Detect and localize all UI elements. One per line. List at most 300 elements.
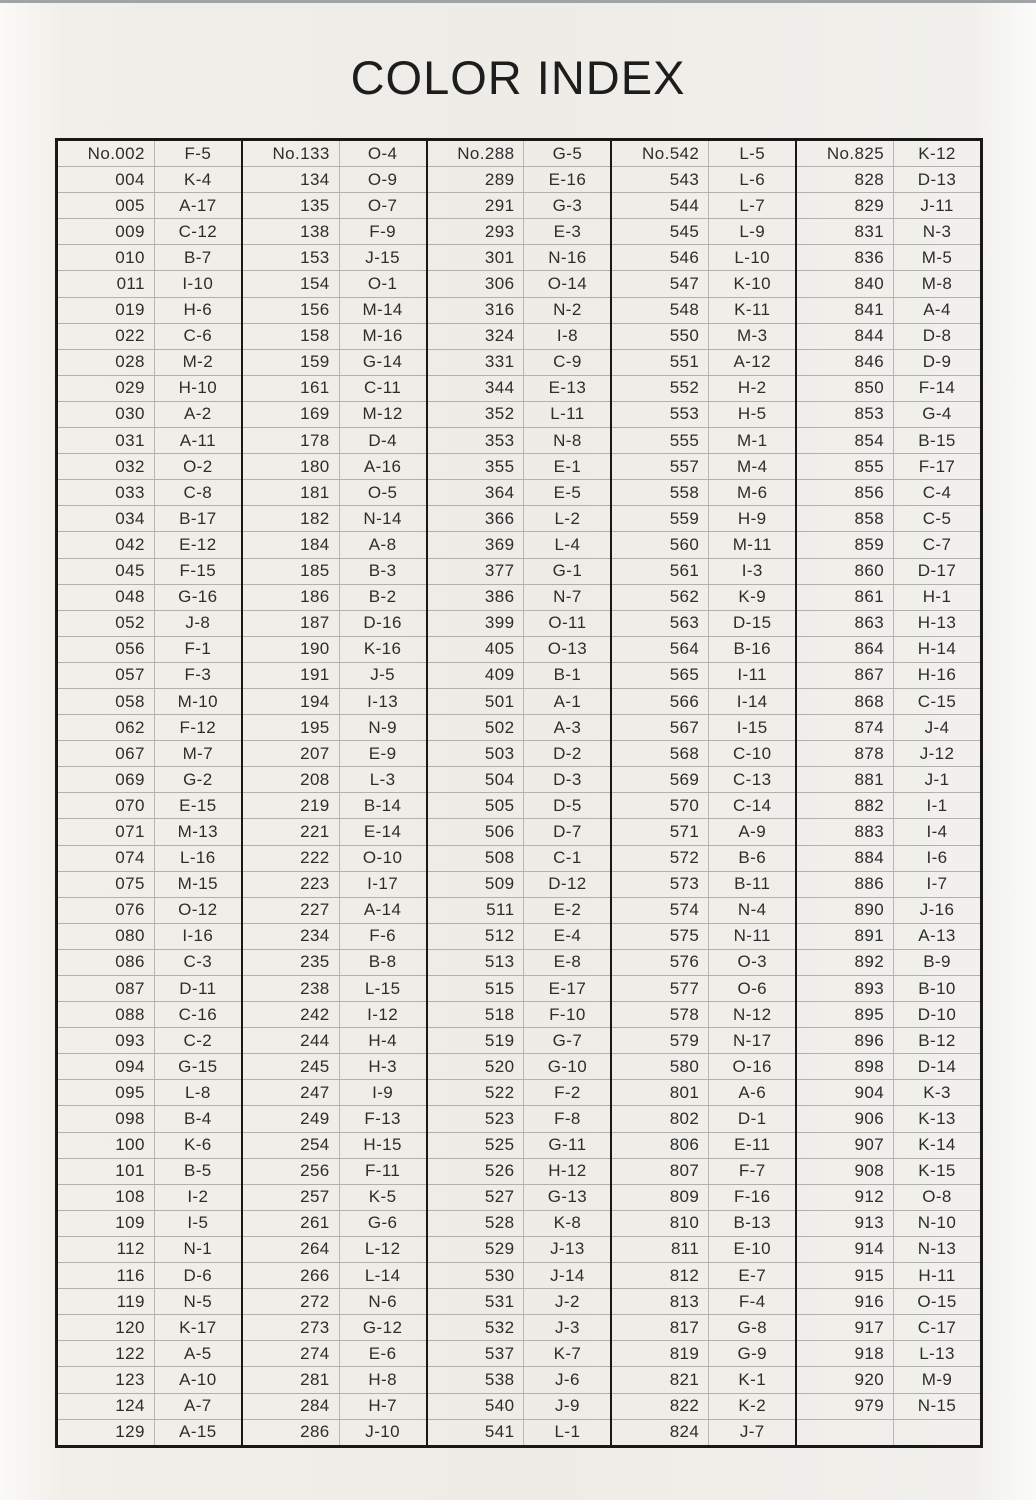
- table-row: [428, 298, 611, 324]
- color-number-cell: 042: [58, 532, 155, 557]
- color-number-cell: 532: [428, 1315, 525, 1340]
- grid-ref-cell: L-6: [739, 169, 766, 189]
- table-row: [243, 898, 426, 924]
- grid-ref-cell: I-4: [926, 821, 948, 841]
- grid-ref-cell: A-8: [368, 534, 397, 554]
- index-column-group: [797, 141, 980, 1445]
- color-number-cell: 238: [243, 976, 340, 1001]
- table-row: [428, 1420, 611, 1445]
- grid-ref-cell: N-15: [917, 1396, 957, 1416]
- grid-ref-cell: J-14: [550, 1265, 585, 1285]
- grid-ref-cell: L-15: [364, 978, 401, 998]
- table-row: [428, 1080, 611, 1106]
- grid-ref-cell: G-11: [548, 1135, 587, 1155]
- index-column-group: [612, 141, 797, 1445]
- table-row: [612, 1211, 795, 1237]
- color-number-cell: 502: [428, 715, 525, 740]
- grid-ref-cell: O-2: [183, 456, 213, 476]
- color-number-cell: 853: [797, 402, 894, 427]
- table-row: [58, 141, 241, 167]
- color-number-cell: 088: [58, 1002, 155, 1027]
- table-row: [58, 298, 241, 324]
- color-number-cell: 293: [428, 219, 525, 244]
- grid-ref-cell: O-12: [178, 900, 218, 920]
- table-row: [58, 376, 241, 402]
- grid-ref-cell: H-15: [363, 1135, 402, 1155]
- grid-ref-cell: L-3: [369, 769, 396, 789]
- table-row: [243, 428, 426, 454]
- table-row: [243, 141, 426, 167]
- color-number-cell: No.288: [428, 141, 525, 166]
- table-row: [612, 898, 795, 924]
- grid-ref-cell: N-4: [737, 900, 767, 920]
- color-number-cell: 138: [243, 219, 340, 244]
- table-row: [58, 193, 241, 219]
- color-number-cell: 057: [58, 663, 155, 688]
- grid-ref-cell: A-3: [553, 717, 582, 737]
- table-row: [428, 611, 611, 637]
- grid-ref-cell: M-16: [362, 326, 403, 346]
- grid-ref-cell: J-10: [365, 1422, 400, 1442]
- grid-ref-cell: E-2: [553, 900, 582, 920]
- color-number-cell: 552: [612, 376, 709, 401]
- table-row: [797, 1002, 980, 1028]
- table-row: [612, 271, 795, 297]
- grid-ref-cell: O-7: [367, 195, 398, 215]
- grid-ref-cell: E-11: [734, 1135, 771, 1155]
- color-number-cell: 067: [58, 741, 155, 766]
- grid-ref-cell: K-7: [553, 1343, 582, 1363]
- grid-ref-cell: F-17: [918, 456, 956, 476]
- table-row: [243, 1315, 426, 1341]
- grid-ref-cell: F-16: [733, 1187, 771, 1207]
- grid-ref-cell: N-9: [368, 717, 397, 737]
- table-row: [428, 402, 611, 428]
- grid-ref-cell: J-11: [920, 195, 954, 215]
- table-row: [243, 1133, 426, 1159]
- table-row: [58, 324, 241, 350]
- color-number-cell: 858: [797, 506, 894, 531]
- color-number-cell: 525: [428, 1133, 525, 1158]
- table-row: [243, 1028, 426, 1054]
- grid-ref-cell: G-7: [552, 1030, 583, 1050]
- color-number-cell: 892: [797, 950, 894, 975]
- color-number-cell: 898: [797, 1054, 894, 1079]
- color-number-cell: 916: [797, 1289, 894, 1314]
- table-row: [243, 846, 426, 872]
- color-number-cell: 817: [612, 1315, 709, 1340]
- grid-ref-cell: I-5: [187, 1213, 209, 1233]
- table-row: [612, 1367, 795, 1393]
- color-number-cell: 979: [797, 1394, 894, 1419]
- table-row: [243, 1185, 426, 1211]
- color-number-cell: 508: [428, 846, 525, 871]
- color-number-cell: 056: [58, 637, 155, 662]
- table-row: [428, 506, 611, 532]
- grid-ref-cell: M-14: [362, 300, 403, 320]
- grid-ref-cell: K-17: [179, 1317, 217, 1337]
- grid-ref-cell: O-15: [917, 1291, 957, 1311]
- grid-ref-cell: J-16: [919, 900, 955, 920]
- color-number-cell: 547: [612, 271, 709, 296]
- grid-ref-cell: C-2: [183, 1030, 213, 1050]
- color-number-cell: 530: [428, 1263, 525, 1288]
- table-row: [243, 1002, 426, 1028]
- table-row: [797, 454, 980, 480]
- color-number-cell: 284: [243, 1394, 340, 1419]
- color-number-cell: 878: [797, 741, 894, 766]
- grid-ref-cell: O-16: [732, 1056, 772, 1076]
- color-number-cell: 567: [612, 715, 709, 740]
- table-row: [58, 1420, 241, 1445]
- color-number-cell: 874: [797, 715, 894, 740]
- grid-ref-cell: C-11: [364, 378, 402, 398]
- grid-ref-cell: F-9: [369, 221, 396, 241]
- table-row: [428, 454, 611, 480]
- table-row: [243, 1159, 426, 1185]
- color-number-cell: 501: [428, 689, 525, 714]
- grid-ref-cell: L-11: [550, 404, 585, 424]
- color-number-cell: 221: [243, 819, 340, 844]
- color-number-cell: 560: [612, 532, 709, 557]
- grid-ref-cell: A-10: [179, 1369, 217, 1389]
- color-number-cell: 129: [58, 1420, 155, 1445]
- color-number-cell: 828: [797, 167, 894, 192]
- table-row: [243, 872, 426, 898]
- table-row: [243, 819, 426, 845]
- table-row: [243, 1237, 426, 1263]
- grid-ref-cell: L-2: [554, 508, 581, 528]
- table-row: [58, 245, 241, 271]
- color-number-cell: 907: [797, 1133, 894, 1158]
- grid-ref-cell: D-6: [183, 1265, 213, 1285]
- grid-ref-cell: A-2: [184, 404, 212, 424]
- table-row: [797, 298, 980, 324]
- grid-ref-cell: A-6: [738, 1082, 767, 1102]
- grid-ref-cell: I-3: [741, 561, 763, 581]
- color-number-cell: 030: [58, 402, 155, 427]
- color-number-cell: 529: [428, 1237, 525, 1262]
- table-row: [797, 924, 980, 950]
- color-number-cell: 522: [428, 1080, 525, 1105]
- table-row: [58, 1394, 241, 1420]
- color-number-cell: 912: [797, 1185, 894, 1210]
- table-row: [428, 193, 611, 219]
- grid-ref-cell: F-10: [549, 1004, 586, 1024]
- color-number-cell: 331: [428, 350, 525, 375]
- table-row: [243, 950, 426, 976]
- grid-ref-cell: J-7: [739, 1422, 765, 1442]
- grid-ref-cell: N-11: [733, 926, 771, 946]
- color-number-cell: 861: [797, 585, 894, 610]
- grid-ref-cell: H-7: [368, 1396, 397, 1416]
- grid-ref-cell: D-2: [553, 743, 582, 763]
- color-number-cell: 409: [428, 663, 525, 688]
- grid-ref-cell: N-7: [553, 587, 582, 607]
- table-row: [58, 428, 241, 454]
- color-number-cell: 520: [428, 1054, 525, 1079]
- grid-ref-cell: C-10: [733, 743, 772, 763]
- grid-ref-cell: L-7: [739, 195, 766, 215]
- table-row: [612, 193, 795, 219]
- table-row: [612, 428, 795, 454]
- grid-ref-cell: I-16: [182, 926, 214, 946]
- grid-ref-cell: E-9: [368, 743, 397, 763]
- table-row: [612, 767, 795, 793]
- grid-ref-cell: K-1: [738, 1369, 767, 1389]
- color-number-cell: 565: [612, 663, 709, 688]
- grid-ref-cell: C-13: [733, 769, 772, 789]
- color-number-cell: 274: [243, 1341, 340, 1366]
- color-number-cell: 822: [612, 1394, 709, 1419]
- grid-ref-cell: F-13: [364, 1109, 401, 1129]
- table-row: [428, 167, 611, 193]
- grid-ref-cell: H-2: [737, 378, 767, 398]
- color-number-cell: 528: [428, 1211, 525, 1236]
- table-row: [58, 350, 241, 376]
- grid-ref-cell: D-3: [553, 769, 582, 789]
- color-number-cell: 158: [243, 324, 340, 349]
- table-row: [428, 1028, 611, 1054]
- grid-ref-cell: E-1: [553, 456, 582, 476]
- color-number-cell: 093: [58, 1028, 155, 1053]
- color-number-cell: 860: [797, 559, 894, 584]
- grid-ref-cell: M-10: [177, 691, 218, 711]
- table-row: [58, 1341, 241, 1367]
- grid-ref-cell: G-1: [552, 561, 583, 581]
- table-row: [797, 402, 980, 428]
- table-row: [797, 1054, 980, 1080]
- grid-ref-cell: C-9: [553, 352, 582, 372]
- table-row: [428, 1054, 611, 1080]
- color-number-cell: 579: [612, 1028, 709, 1053]
- grid-ref-cell: K-15: [918, 1161, 956, 1181]
- color-number-cell: 031: [58, 428, 155, 453]
- grid-ref-cell: H-14: [917, 639, 957, 659]
- table-row: [797, 819, 980, 845]
- table-row: [428, 663, 611, 689]
- color-number-cell: 186: [243, 585, 340, 610]
- grid-ref-cell: L-4: [554, 534, 581, 554]
- color-number-cell: No.825: [797, 141, 894, 166]
- grid-ref-cell: M-7: [182, 743, 214, 763]
- table-row: [243, 741, 426, 767]
- color-number-cell: 914: [797, 1237, 894, 1262]
- grid-ref-cell: D-15: [733, 613, 772, 633]
- table-row: [428, 219, 611, 245]
- grid-ref-cell: H-12: [548, 1161, 587, 1181]
- color-number-cell: No.133: [243, 141, 340, 166]
- color-number-cell: 071: [58, 819, 155, 844]
- table-row: [428, 819, 611, 845]
- color-number-cell: 917: [797, 1315, 894, 1340]
- color-number-cell: 859: [797, 532, 894, 557]
- color-number-cell: 266: [243, 1263, 340, 1288]
- table-row: [58, 1159, 241, 1185]
- color-number-cell: 222: [243, 846, 340, 871]
- grid-ref-cell: H-8: [368, 1369, 397, 1389]
- grid-ref-cell: M-12: [362, 404, 403, 424]
- color-number-cell: 095: [58, 1080, 155, 1105]
- table-row: [428, 1185, 611, 1211]
- grid-ref-cell: E-7: [738, 1265, 767, 1285]
- color-number-cell: 207: [243, 741, 340, 766]
- table-row: [428, 1237, 611, 1263]
- color-number-cell: 369: [428, 532, 525, 557]
- table-row: [243, 271, 426, 297]
- table-row: [243, 298, 426, 324]
- table-row: [243, 480, 426, 506]
- color-number-cell: 161: [243, 376, 340, 401]
- grid-ref-cell: F-8: [554, 1109, 581, 1129]
- table-row: [797, 245, 980, 271]
- table-row: [612, 872, 795, 898]
- color-number-cell: 181: [243, 480, 340, 505]
- color-number-cell: 527: [428, 1185, 525, 1210]
- grid-ref-cell: M-4: [736, 456, 768, 476]
- grid-ref-cell: G-2: [183, 769, 213, 789]
- color-number-cell: 094: [58, 1054, 155, 1079]
- color-number-cell: 810: [612, 1211, 709, 1236]
- table-row: [428, 1211, 611, 1237]
- table-row: [428, 846, 611, 872]
- grid-ref-cell: B-17: [179, 508, 217, 528]
- table-row: [243, 1106, 426, 1132]
- color-number-cell: 890: [797, 898, 894, 923]
- table-row: [243, 689, 426, 715]
- grid-ref-cell: H-4: [368, 1030, 397, 1050]
- table-row: [428, 767, 611, 793]
- grid-ref-cell: K-4: [184, 169, 212, 189]
- color-number-cell: 244: [243, 1028, 340, 1053]
- color-number-cell: 135: [243, 193, 340, 218]
- grid-ref-cell: B-2: [368, 587, 397, 607]
- color-number-cell: 100: [58, 1133, 155, 1158]
- color-number-cell: 377: [428, 559, 525, 584]
- color-number-cell: 856: [797, 480, 894, 505]
- table-row: [797, 950, 980, 976]
- grid-ref-cell: D-12: [548, 874, 587, 894]
- table-row: [58, 532, 241, 558]
- grid-ref-cell: B-6: [738, 848, 767, 868]
- table-row: [797, 480, 980, 506]
- color-number-cell: 844: [797, 324, 894, 349]
- table-row: [612, 1394, 795, 1420]
- table-row: [58, 846, 241, 872]
- grid-ref-cell: O-1: [367, 274, 398, 294]
- color-number-cell: 119: [58, 1289, 155, 1314]
- color-number-cell: 867: [797, 663, 894, 688]
- grid-ref-cell: E-8: [553, 952, 582, 972]
- color-number-cell: 185: [243, 559, 340, 584]
- table-row: [243, 637, 426, 663]
- table-row: [612, 1054, 795, 1080]
- color-number-cell: 559: [612, 506, 709, 531]
- grid-ref-cell: N-6: [368, 1291, 397, 1311]
- color-number-cell: 219: [243, 793, 340, 818]
- grid-ref-cell: G-4: [922, 404, 952, 424]
- color-number-cell: 545: [612, 219, 709, 244]
- table-row: [612, 480, 795, 506]
- grid-ref-cell: L-13: [919, 1343, 955, 1363]
- table-row: [612, 402, 795, 428]
- table-row: [58, 454, 241, 480]
- table-row: [58, 872, 241, 898]
- color-number-cell: 577: [612, 976, 709, 1001]
- table-row: [243, 506, 426, 532]
- grid-ref-cell: E-12: [179, 534, 217, 554]
- table-row: [58, 976, 241, 1002]
- color-number-cell: 289: [428, 167, 525, 192]
- table-row: [58, 1133, 241, 1159]
- grid-ref-cell: K-5: [368, 1187, 397, 1207]
- grid-ref-cell: O-5: [367, 482, 398, 502]
- grid-ref-cell: A-17: [179, 195, 217, 215]
- grid-ref-cell: J-13: [550, 1239, 585, 1259]
- table-row: [612, 245, 795, 271]
- color-number-cell: 004: [58, 167, 155, 192]
- color-number-cell: 882: [797, 793, 894, 818]
- table-row: [58, 1315, 241, 1341]
- table-row: [612, 350, 795, 376]
- grid-ref-cell: O-11: [548, 613, 587, 633]
- color-number-cell: 005: [58, 193, 155, 218]
- grid-ref-cell: C-12: [178, 221, 218, 241]
- table-row: [797, 141, 980, 167]
- grid-ref-cell: N-3: [922, 221, 952, 241]
- grid-ref-cell: F-2: [554, 1082, 581, 1102]
- color-number-cell: 883: [797, 819, 894, 844]
- table-row: [243, 350, 426, 376]
- color-number-cell: 503: [428, 741, 525, 766]
- table-row: [428, 1315, 611, 1341]
- color-number-cell: 569: [612, 767, 709, 792]
- grid-ref-cell: I-12: [367, 1004, 399, 1024]
- grid-ref-cell: A-7: [184, 1396, 212, 1416]
- grid-ref-cell: J-8: [185, 613, 211, 633]
- color-number-cell: 235: [243, 950, 340, 975]
- color-number-cell: 840: [797, 271, 894, 296]
- grid-ref-cell: C-1: [553, 848, 582, 868]
- grid-ref-cell: E-5: [553, 482, 582, 502]
- grid-ref-cell: C-3: [183, 952, 213, 972]
- grid-ref-cell: K-11: [734, 300, 771, 320]
- grid-ref-cell: N-12: [733, 1004, 772, 1024]
- color-number-cell: 120: [58, 1315, 155, 1340]
- table-row: [612, 1106, 795, 1132]
- table-row: [797, 324, 980, 350]
- grid-ref-cell: N-2: [553, 300, 582, 320]
- color-number-cell: 190: [243, 637, 340, 662]
- color-number-cell: 045: [58, 559, 155, 584]
- table-row: [797, 898, 980, 924]
- grid-ref-cell: B-3: [368, 561, 397, 581]
- color-number-cell: 573: [612, 872, 709, 897]
- table-row: [243, 1263, 426, 1289]
- grid-ref-cell: I-15: [736, 717, 768, 737]
- grid-ref-cell: J-1: [924, 769, 950, 789]
- grid-ref-cell: A-15: [179, 1422, 217, 1442]
- color-number-cell: 913: [797, 1211, 894, 1236]
- table-row: [612, 219, 795, 245]
- color-number-cell: 812: [612, 1263, 709, 1288]
- grid-ref-cell: J-2: [555, 1291, 580, 1311]
- grid-ref-cell: A-11: [179, 430, 216, 450]
- table-row: [797, 219, 980, 245]
- grid-ref-cell: G-12: [362, 1317, 403, 1337]
- grid-ref-cell: O-14: [547, 274, 588, 294]
- grid-ref-cell: E-13: [548, 378, 587, 398]
